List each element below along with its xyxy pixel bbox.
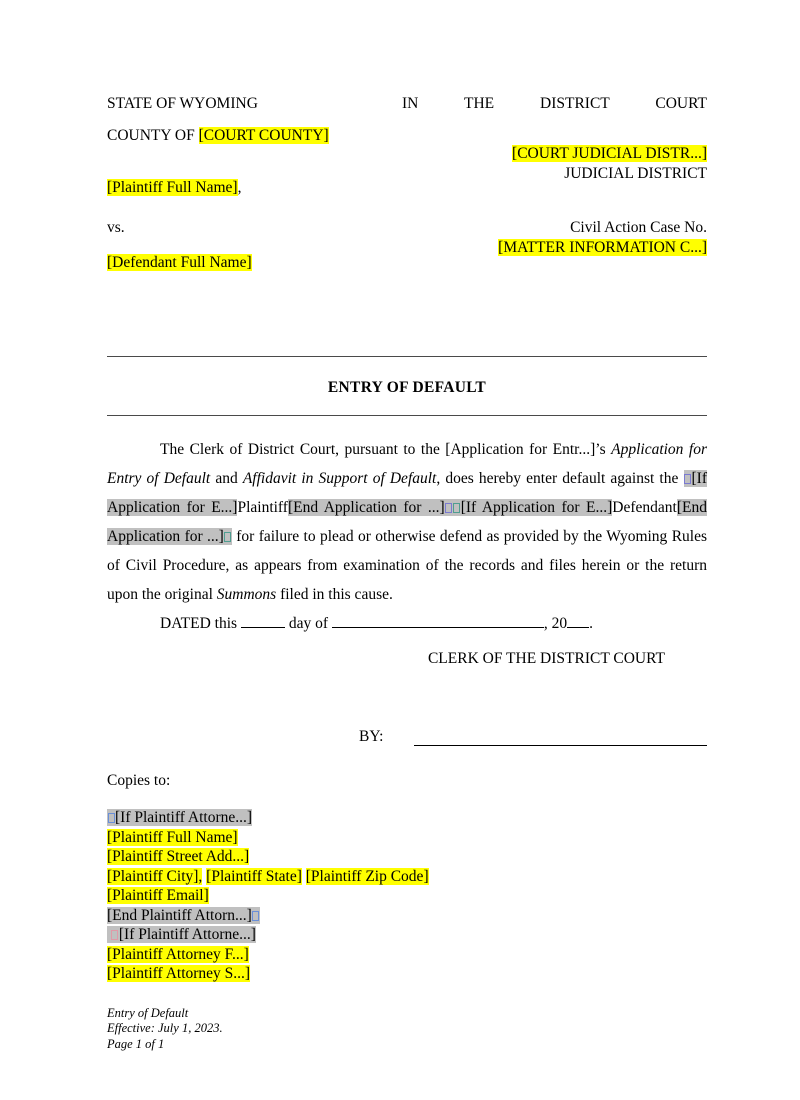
list-item[interactable] [107,828,707,848]
dated-month-blank[interactable] [332,627,544,628]
plaintiff-state-field: [Plaintiff State] [206,867,302,885]
copies-to-list [107,808,707,984]
bookmark-marker-icon [445,503,452,513]
footer-line-3: Page 1 of 1 [107,1036,165,1051]
party-plaintiff-text: Plaintiff [237,499,288,516]
footer-line-1: Entry of Default [107,1005,189,1020]
body-sentence-1a: The Clerk of District Court, pursuant to the [160,441,446,458]
copies-item-8: [Plaintiff Attorney S...] [107,965,251,982]
versus-label: vs. [107,219,125,236]
footer-line-2: Effective: July 1, 2023. [107,1021,223,1035]
copies-item-4: [Plaintiff Email] [107,887,209,904]
court-line: IN THE DISTRICT COURT [402,95,707,112]
bookmark-marker-icon [252,911,259,921]
copies-item-1: [Plaintiff Full Name] [107,828,238,846]
plaintiff-zip-field: [Plaintiff Zip Code] [305,867,429,885]
list-item[interactable] [107,964,707,984]
case-number-block [402,220,707,255]
state-line: STATE OF WYOMING [107,95,258,112]
body-sentence-2b: filed in this cause. [276,586,393,603]
bookmark-marker-icon [453,503,460,513]
plaintiff-comma: , [237,179,242,196]
county-label: COUNTY OF [107,127,199,144]
plaintiff-city-comma: , [198,867,203,885]
list-item[interactable] [107,906,707,926]
page-footer [107,1006,707,1053]
bookmark-marker-icon [111,930,118,940]
judicial-district-label: JUDICIAL DISTRICT [564,164,707,182]
body-paragraph [107,435,707,609]
conditional-if-defendant[interactable]: [If Application for E...] [460,499,613,516]
bookmark-marker-icon [684,474,691,484]
italic-application-for-entry-of-default: Application for Entry of Default [107,441,707,487]
conditional-if-plaintiff-label: [If Application for E...] [107,470,707,516]
conditional-end-plaintiff[interactable]: [End Application for ...] [287,499,445,516]
defendant-line [107,255,407,271]
party-defendant-text: Defendant [612,499,677,516]
conditional-markers-pair [445,499,461,516]
dated-year-prefix: , 20 [543,615,568,632]
court-judicial-district-field[interactable]: [COURT JUDICIAL DISTR...] [512,145,707,162]
application-for-entry-field[interactable]: [Application for Entr...] [445,441,596,458]
italic-summons: Summons [216,586,277,603]
document-content [107,96,707,1052]
body-sentence-2a: for failure to plead or otherwise defend as provided by the Wyoming Rules of Civil Procedure, as appears from examination of the records and files herein or the return upon the original [107,528,708,603]
copies-item-0: [If Plaintiff Attorne...] [115,809,253,826]
italic-affidavit-in-support-of-default: Affidavit in Support of Default [242,470,437,487]
court-county-field[interactable]: [COURT COUNTY] [198,127,329,144]
signature-by-row [107,728,707,750]
dated-mid: day of [284,615,332,632]
defendant-full-name-field[interactable]: [Defendant Full Name] [107,254,252,271]
county-line [107,128,407,144]
copies-item-2: [Plaintiff Street Add...] [107,848,250,865]
body-sentence-1b: ’s [595,441,612,458]
list-item[interactable] [107,925,707,945]
clerk-of-court-label: CLERK OF THE DISTRICT COURT [427,650,665,667]
page-title: ENTRY OF DEFAULT [327,379,487,396]
plaintiff-city-field: [Plaintiff City] [107,867,199,885]
plaintiff-full-name-field[interactable]: [Plaintiff Full Name] [107,179,238,196]
copies-to-heading: Copies to: [107,772,171,789]
signature-line[interactable] [414,745,707,746]
dated-day-blank[interactable] [241,627,285,628]
bookmark-marker-icon [224,532,231,542]
list-item[interactable] [107,847,707,867]
list-item[interactable] [107,945,707,965]
dated-line [107,609,707,638]
conditional-end-defendant-label: [End Application for ...] [107,499,707,545]
plaintiff-line [107,180,407,196]
body-sentence-1c: and [210,470,243,487]
copies-item-5: [End Plaintiff Attorn...] [107,906,252,924]
dated-year-blank[interactable] [567,627,589,628]
list-item[interactable] [107,808,707,828]
judicial-district-block [402,146,707,181]
list-item[interactable] [107,886,707,906]
matter-information-field[interactable]: [MATTER INFORMATION C...] [498,238,707,256]
dated-prefix: DATED this [160,615,241,632]
bookmark-marker-icon [108,813,115,823]
case-caption [107,96,707,296]
by-label: BY: [359,728,384,745]
dated-suffix: . [589,615,593,632]
copies-item-7: [Plaintiff Attorney F...] [107,945,249,963]
body-sentence-1d: , does hereby enter default against the [436,470,684,487]
list-item-city-state-zip[interactable] [107,867,707,887]
copies-item-6: [If Plaintiff Attorne...] [118,926,256,943]
case-no-label: Civil Action Case No. [570,219,707,236]
